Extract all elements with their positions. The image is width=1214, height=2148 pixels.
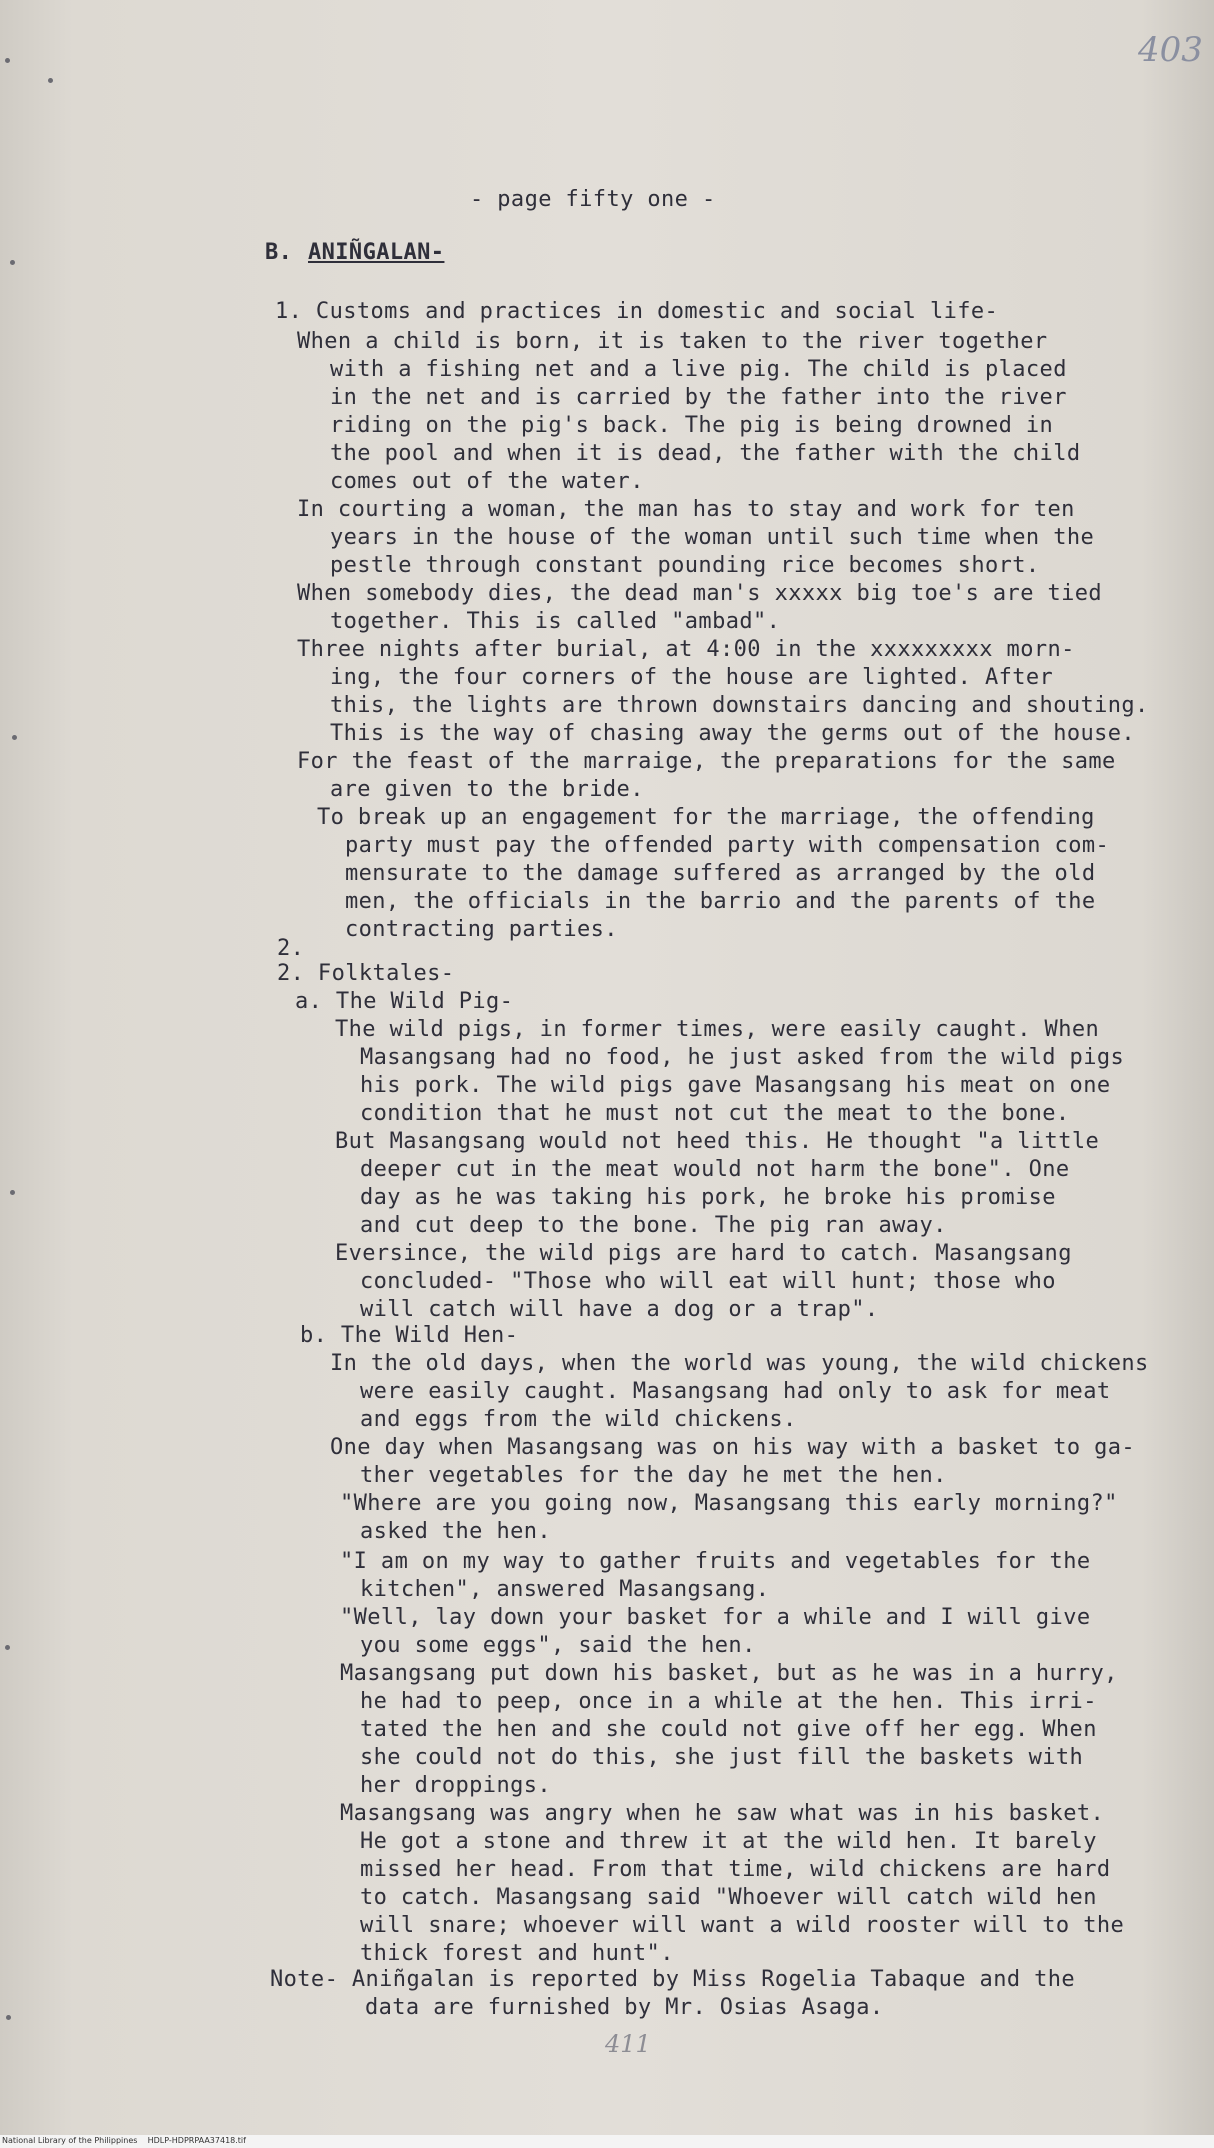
customs-line: men, the officials in the barrio and the parents of the (345, 889, 1096, 914)
tale-a-title: a. The Wild Pig- (295, 989, 514, 1014)
tale-b-line: "Well, lay down your basket for a while and I will give (340, 1605, 1091, 1630)
tale-b-line: to catch. Masangsang said "Whoever will catch wild hen (360, 1885, 1097, 1910)
tale-b-line: he had to peep, once in a while at the hen. This irri- (360, 1689, 1097, 1714)
margin-hole (6, 2015, 11, 2020)
note-line: data are furnished by Mr. Osias Asaga. (365, 1995, 884, 2020)
tale-b-line: ther vegetables for the day he met the hen. (360, 1463, 947, 1488)
tale-b-title: b. The Wild Hen- (300, 1323, 519, 1348)
customs-line: ing, the four corners of the house are lighted. After (330, 665, 1054, 690)
tale-b-line: He got a stone and threw it at the wild hen. It barely (360, 1829, 1097, 1854)
bottom-page-number: 411 (605, 2030, 651, 2058)
item1-heading: 1. Customs and practices in domestic and social life- (275, 299, 999, 324)
tale-b-line: missed her head. From that time, wild chickens are hard (360, 1857, 1111, 1882)
tale-a-line: concluded- "Those who will eat will hunt; those who (360, 1269, 1056, 1294)
customs-line: mensurate to the damage suffered as arranged by the old (345, 861, 1096, 886)
customs-line: To break up an engagement for the marriage, the offending (317, 805, 1095, 830)
tale-a-line: But Masangsang would not heed this. He thought "a little (335, 1129, 1100, 1154)
tale-b-line: and eggs from the wild chickens. (360, 1407, 797, 1432)
tale-b-line: One day when Masangsang was on his way with a basket to ga- (330, 1435, 1136, 1460)
margin-hole (5, 58, 10, 63)
customs-line: party must pay the offended party with compensation com- (345, 833, 1110, 858)
handwritten-corner-number: 403 (1138, 30, 1203, 70)
margin-hole (12, 735, 17, 740)
tale-b-line: Masangsang was angry when he saw what was in his basket. (340, 1801, 1105, 1826)
customs-line: This is the way of chasing away the germs out of the house. (330, 721, 1136, 746)
margin-hole (10, 260, 15, 265)
tale-a-line: and cut deep to the bone. The pig ran away. (360, 1213, 947, 1238)
tale-b-line: "I am on my way to gather fruits and vegetables for the (340, 1549, 1091, 1574)
customs-line: When a child is born, it is taken to the river together (297, 329, 1048, 354)
customs-line: Three nights after burial, at 4:00 in the xxxxxxxxx morn- (297, 637, 1075, 662)
margin-hole (5, 1645, 10, 1650)
margin-hole (48, 78, 53, 83)
tale-b-line: Masangsang put down his basket, but as he was in a hurry, (340, 1661, 1118, 1686)
tale-b-line: asked the hen. (360, 1519, 552, 1544)
customs-line: are given to the bride. (330, 777, 644, 802)
customs-line: In courting a woman, the man has to stay and work for ten (297, 497, 1075, 522)
tale-a-line: condition that he must not cut the meat to the bone. (360, 1101, 1070, 1126)
customs-line: together. This is called "ambad". (330, 609, 781, 634)
customs-line: riding on the pig's back. The pig is being drowned in (330, 413, 1054, 438)
margin-hole (10, 1190, 15, 1195)
customs-line: pestle through constant pounding rice becomes short. (330, 553, 1040, 578)
tale-b-line: kitchen", answered Masangsang. (360, 1577, 770, 1602)
scan-footer-caption: National Library of the Philippines HDLP-HDPRPAA37418.tif (2, 2136, 246, 2145)
tale-a-line: Eversince, the wild pigs are hard to catch. Masangsang (335, 1241, 1072, 1266)
customs-line: the pool and when it is dead, the father with the child (330, 441, 1081, 466)
note-line: Note- Aniñgalan is reported by Miss Rogelia Tabaque and the (270, 1967, 1076, 1992)
tale-a-line: Masangsang had no food, he just asked from the wild pigs (360, 1045, 1125, 1070)
customs-line: years in the house of the woman until such time when the (330, 525, 1095, 550)
tale-b-line: her droppings. (360, 1773, 552, 1798)
tale-b-line: will snare; whoever will want a wild rooster will to the (360, 1913, 1125, 1938)
item2-heading: 2. Folktales- (277, 961, 455, 986)
customs-line: this, the lights are thrown downstairs dancing and shouting. (330, 693, 1149, 718)
tale-a-line: The wild pigs, in former times, were easily caught. When (335, 1017, 1100, 1042)
tale-a-line: deeper cut in the meat would not harm the bone". One (360, 1157, 1070, 1182)
tale-b-line: thick forest and hunt". (360, 1941, 674, 1966)
customs-line: contracting parties. (345, 917, 618, 942)
customs-line: with a fishing net and a live pig. The child is placed (330, 357, 1067, 382)
customs-line: When somebody dies, the dead man's xxxxx big toe's are tied (297, 581, 1103, 606)
section-label: B. (265, 240, 293, 265)
tale-b-line: were easily caught. Masangsang had only to ask for meat (360, 1379, 1111, 1404)
customs-line: comes out of the water. (330, 469, 644, 494)
tale-a-line: will catch will have a dog or a trap". (360, 1297, 879, 1322)
customs-line: For the feast of the marraige, the preparations for the same (297, 749, 1116, 774)
tale-b-line: tated the hen and she could not give off her egg. When (360, 1717, 1097, 1742)
tale-b-line: In the old days, when the world was young, the wild chickens (330, 1351, 1149, 1376)
tale-b-line: she could not do this, she just fill the baskets with (360, 1745, 1084, 1770)
page-heading: - page fifty one - (470, 187, 716, 212)
tale-a-line: his pork. The wild pigs gave Masangsang his meat on one (360, 1073, 1111, 1098)
stray-number: 2. (277, 936, 305, 961)
tale-b-line: "Where are you going now, Masangsang this early morning?" (340, 1491, 1118, 1516)
tale-b-line: you some eggs", said the hen. (360, 1633, 756, 1658)
tale-a-line: day as he was taking his pork, he broke his promise (360, 1185, 1056, 1210)
section-title: ANIÑGALAN- (308, 240, 445, 265)
customs-line: in the net and is carried by the father into the river (330, 385, 1067, 410)
